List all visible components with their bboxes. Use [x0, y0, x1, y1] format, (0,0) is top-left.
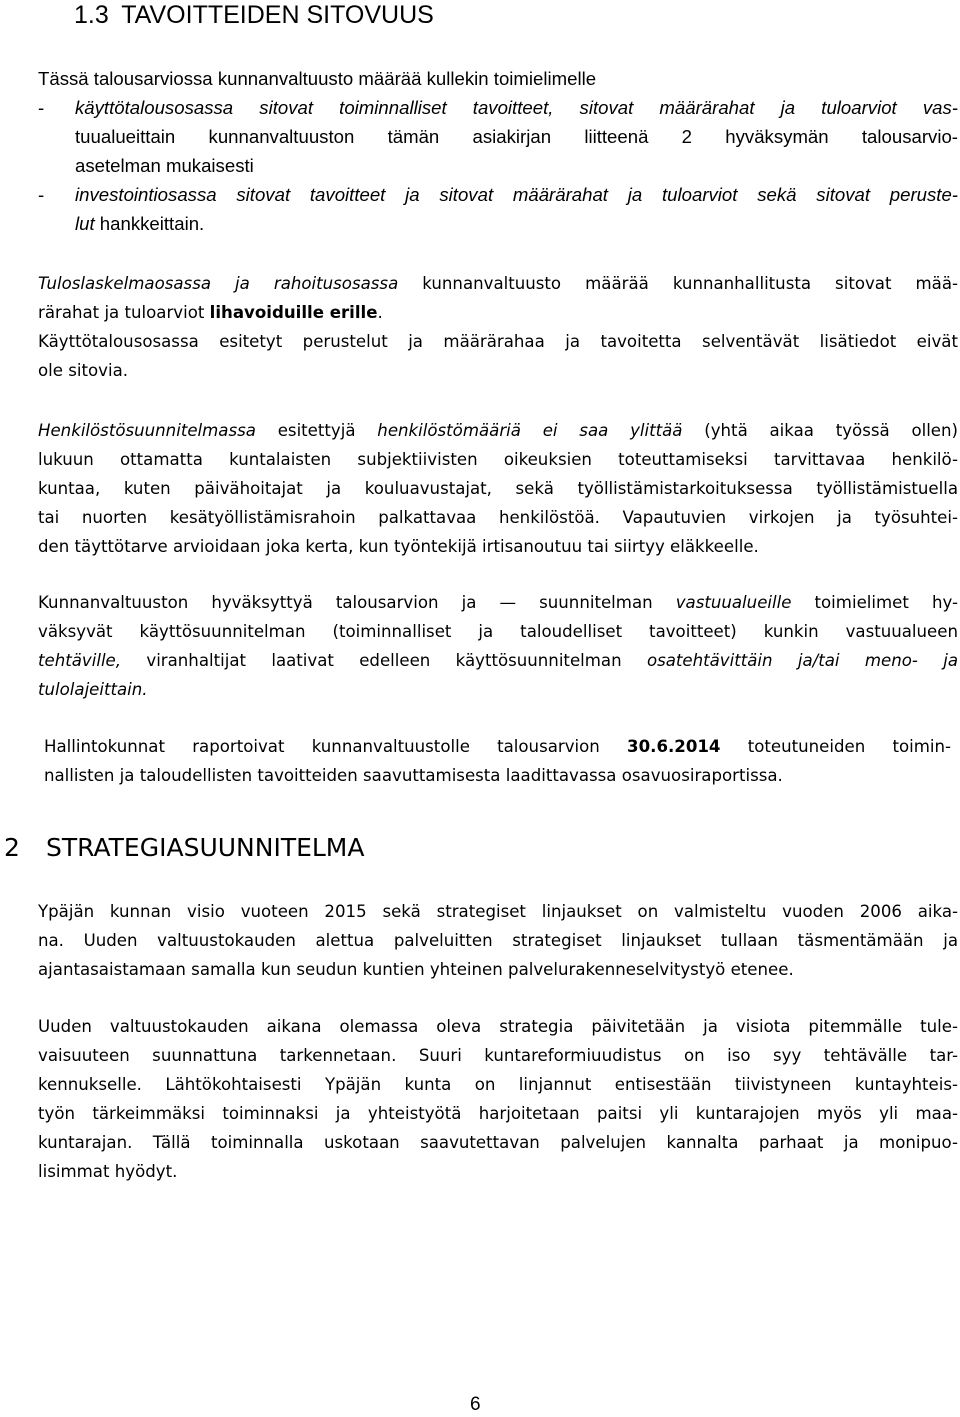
chapter-heading: [4, 831, 364, 865]
text: kunnanvaltuusto määrää kunnanhallitusta sitovat mää-: [398, 274, 959, 293]
text: toimielimet hy-: [791, 593, 958, 612]
paragraph-line: [38, 269, 958, 298]
paragraph-line: nallisten ja taloudellisten tavoitteiden saavuttamisesta laadittavassa osavuosiraportissa.: [44, 766, 783, 785]
paragraph-personnel-plan: [38, 416, 958, 561]
paragraph-line: Uuden valtuustokauden aikana olemassa oleva strategia päivitetään ja visiota pitemmälle tule-: [38, 1017, 958, 1036]
paragraph-line: lukuun ottamatta kuntalaisten subjektiivisten oikeuksien toteuttamiseksi tarvittavaa henkilö-: [38, 450, 958, 469]
paragraph-line: lisimmat hyödyt.: [38, 1162, 178, 1181]
paragraph-line: [44, 732, 951, 761]
paragraph-line: ajantasaistamaan samalla kun seudun kuntien yhteinen palvelurakenneselvitystyö etenee.: [38, 960, 794, 979]
chapter-title: STRATEGIASUUNNITELMA: [46, 833, 365, 862]
bullet-line: käyttötalousosassa sitovat toiminnalliset tavoitteet, sitovat määrärahat ja tuloarviot vas-: [75, 97, 958, 118]
paragraph-operating-plan: [38, 588, 958, 704]
paragraph-line: den täyttötarve arvioidaan joka kerta, kun työntekijä irtisanoutuu tai siirtyy eläkkeelle.: [38, 537, 759, 556]
italic-text: osatehtävittäin ja/tai meno- ja: [646, 651, 958, 670]
section-heading: [74, 0, 434, 30]
paragraph-vision: [38, 897, 958, 984]
text: toteutuneiden toimin-: [720, 737, 951, 756]
bullet-investment: [38, 180, 958, 238]
paragraph-line: vaisuuteen suunnattuna tarkennetaan. Suuri kuntareformiuudistus on iso syy tehtävälle tar-: [38, 1046, 958, 1065]
italic-text: vastuualueille: [675, 593, 792, 612]
text: viranhaltijat laativat edelleen käyttösuunnitelman: [121, 651, 647, 670]
paragraph-line: väksyvät käyttösuunnitelman (toiminnalliset ja taloudelliset tavoitteet) kunkin vastuualueen: [38, 622, 958, 641]
section-number: 1.3: [74, 1, 109, 29]
bullet-line: tuualueittain kunnanvaltuuston tämän asiakirjan liitteenä 2 hyväksymän talousarvio-: [75, 126, 958, 147]
paragraph-line: [38, 588, 958, 617]
bullet-operating-budget: [38, 93, 958, 180]
italic-text: Tuloslaskelmaosassa ja rahoitusosassa: [38, 274, 399, 293]
paragraph-strategy-update: [38, 1012, 958, 1186]
section-title: TAVOITTEIDEN SITOVUUS: [121, 1, 434, 29]
paragraph-line: kuntarajan. Tällä toiminnalla uskotaan saavutettavan palvelujen kannalta parhaat ja monipuo-: [38, 1133, 958, 1152]
text: (yhtä aikaa työssä ollen): [682, 421, 959, 440]
bullet-line: asetelman mukaisesti: [75, 155, 254, 176]
paragraph-intro: Tässä talousarviossa kunnanvaltuusto määrää kullekin toimielimelle: [38, 68, 597, 89]
text: Hallintokunnat raportoivat kunnanvaltuustolle talousarvion: [44, 737, 628, 756]
bullet-dash: -: [38, 97, 45, 118]
italic-text: henkilöstömääriä ei saa ylittää: [377, 421, 683, 440]
text: .: [377, 303, 383, 322]
chapter-number: 2: [4, 833, 20, 862]
paragraph-line: kuntaa, kuten päivähoitajat ja kouluavustajat, sekä työllistämistarkoituksessa työllistämistuella: [38, 479, 958, 498]
paragraph-line: tai nuorten kesätyöllistämisrahoin palkattavaa henkilöstöä. Vapautuvien virkojen ja työsuhtei-: [38, 508, 958, 527]
bullet-line: investointiosassa sitovat tavoitteet ja sitovat määrärahat ja tuloarviot sekä sitovat peruste-: [75, 184, 958, 205]
bullet-line: [75, 209, 958, 238]
italic-text: Henkilöstösuunnitelmassa: [38, 421, 256, 440]
paragraph-line: ole sitovia.: [38, 361, 129, 380]
text: esitettyjä: [255, 421, 378, 440]
paragraph-line: Käyttötalousosassa esitetyt perustelut ja määrärahaa ja tavoitetta selventävät lisätiedot eivät: [38, 332, 958, 351]
bold-text: lihavoiduille erille: [209, 303, 378, 322]
paragraph-line: Ypäjän kunnan visio vuoteen 2015 sekä strategiset linjaukset on valmisteltu vuoden 2006 aika-: [38, 902, 958, 921]
bullet-dash: -: [38, 184, 45, 205]
paragraph-line: na. Uuden valtuustokauden alettua palveluitten strategiset linjaukset tullaan täsmentämään ja: [38, 931, 958, 950]
italic-text: lut: [75, 213, 95, 234]
italic-text: tehtäville,: [38, 651, 122, 670]
text: Kunnanvaltuuston hyväksyttyä talousarvion ja — suunnitelman: [38, 593, 676, 612]
paragraph-line: [38, 416, 958, 445]
paragraph-line: [38, 646, 958, 675]
paragraph-line: [38, 298, 958, 327]
paragraph-reporting: [44, 732, 951, 790]
page-number: 6: [470, 1394, 481, 1415]
bold-text: 30.6.2014: [627, 737, 721, 756]
paragraph-line: tulolajeittain.: [38, 680, 148, 699]
text: hankkeittain.: [94, 213, 205, 234]
paragraph-line: kennukselle. Lähtökohtaisesti Ypäjän kunta on linjannut entisestään tiivistyneen kuntayhteis-: [38, 1075, 958, 1094]
paragraph-binding-targets: [38, 64, 958, 238]
paragraph-income-statement: [38, 269, 958, 385]
paragraph-line: työn tärkeimmäksi toiminnaksi ja yhteistyötä harjoitetaan paitsi yli kuntarajojen myös yli maa-: [38, 1104, 958, 1123]
text: rärahat ja tuloarviot: [38, 303, 210, 322]
